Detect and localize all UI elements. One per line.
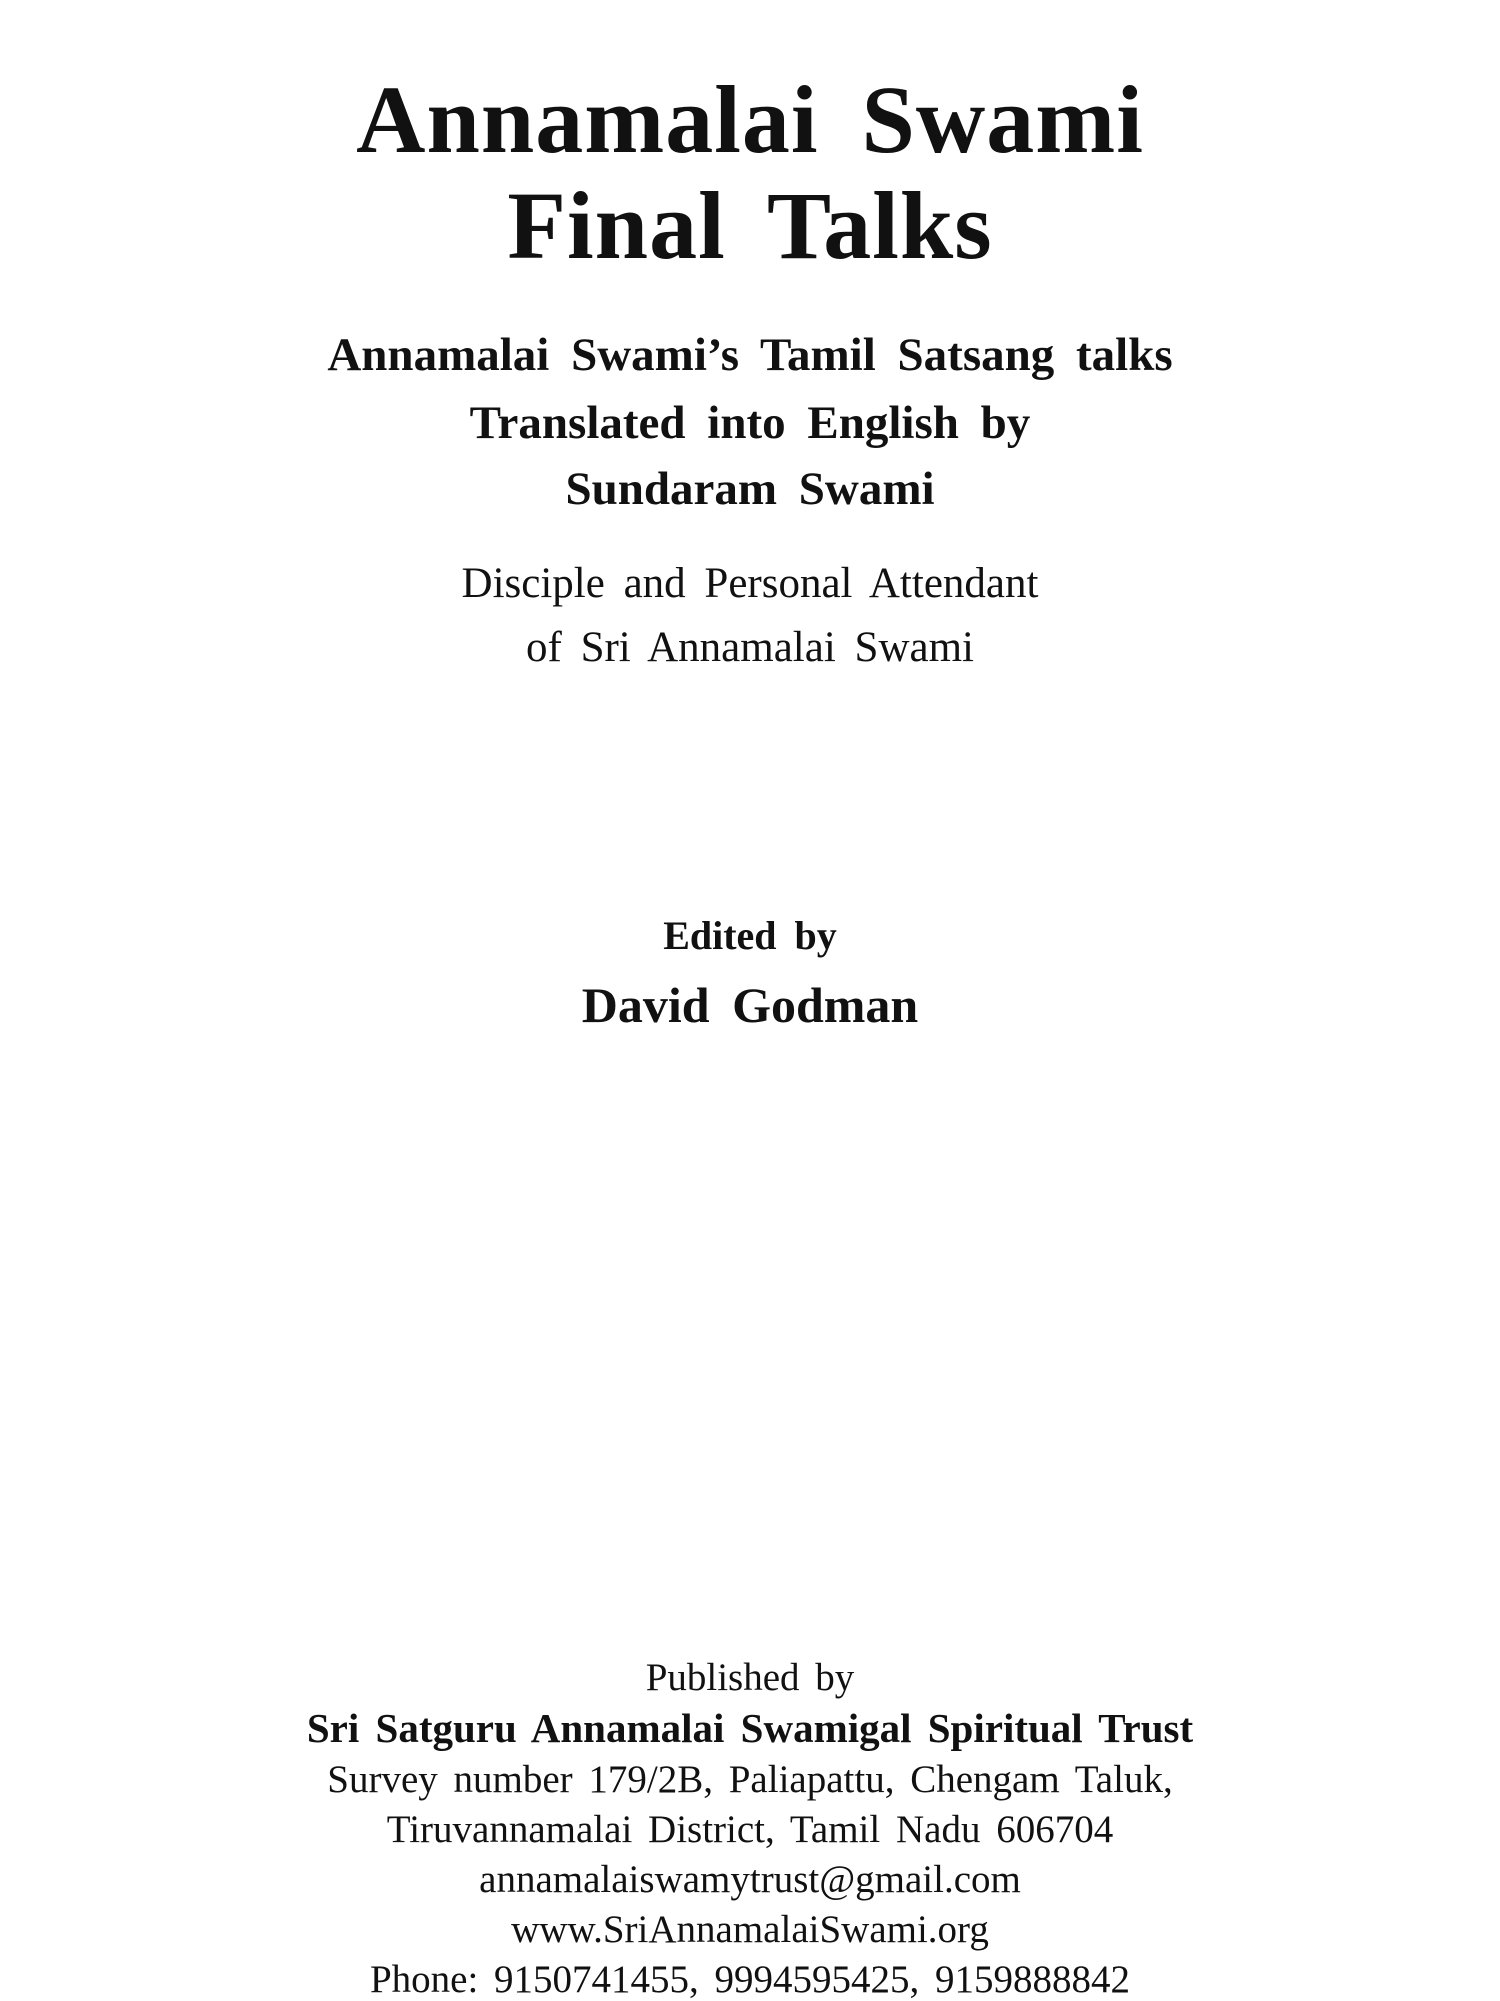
translator-description-line-1: Disciple and Personal Attendant <box>461 560 1039 607</box>
subtitle-line-1: Annamalai Swami’s Tamil Satsang talks <box>327 329 1173 381</box>
publisher-email: annamalaiswamytrust@gmail.com <box>479 1858 1021 1901</box>
book-title-line-1: Annamalai Swami <box>356 66 1144 173</box>
subtitle-line-3: Sundaram Swami <box>565 463 935 515</box>
subtitle-line-2: Translated into English by <box>469 397 1031 449</box>
publisher-phone: Phone: 9150741455, 9994595425, 9159888842 <box>369 1958 1131 2001</box>
publisher-address-line-2: Tiruvannamalai District, Tamil Nadu 606704 <box>386 1808 1114 1851</box>
book-title-line-2: Final Talks <box>507 172 993 279</box>
publisher-website: www.SriAnnamalaiSwami.org <box>511 1908 989 1951</box>
translator-description-line-2: of Sri Annamalai Swami <box>526 624 974 671</box>
published-by-label: Published by <box>645 1656 855 1699</box>
publisher-name: Sri Satguru Annamalai Swamigal Spiritual Trust <box>306 1705 1194 1751</box>
edited-by-label: Edited by <box>663 913 837 958</box>
editor-name: David Godman <box>581 977 919 1033</box>
publisher-address-line-1: Survey number 179/2B, Paliapattu, Chengam Taluk, <box>327 1758 1173 1801</box>
